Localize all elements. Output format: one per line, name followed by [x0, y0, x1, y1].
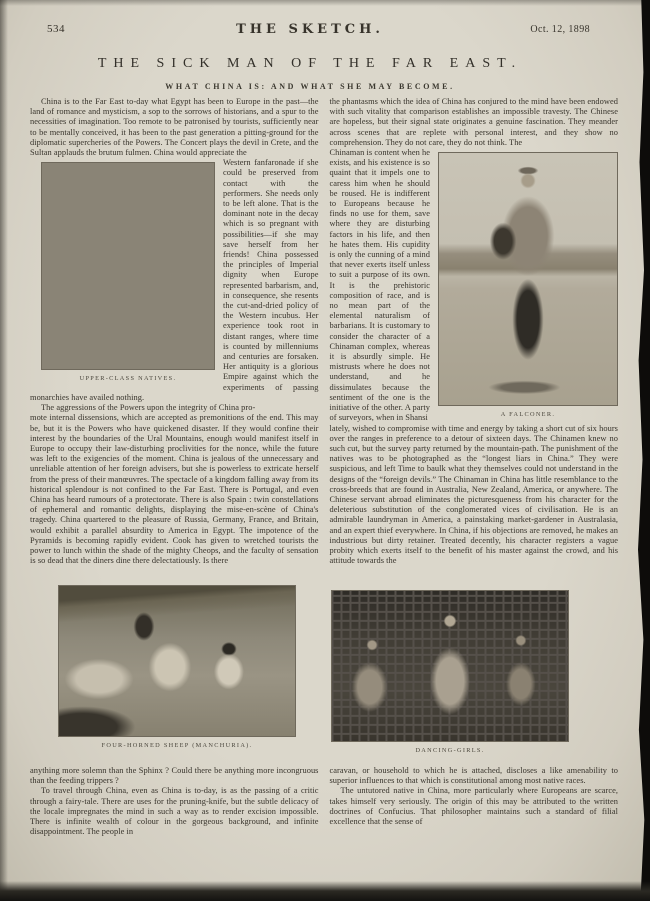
scan-edge-right: [635, 0, 650, 901]
paragraph: the phantasms which the idea of China has conjured to the mind have been endowed with such vitality that comparison establishes an impossible travesty. The Chinese are hopeless, but their signal state originates a genuine fascination. They meander across scenes that are replete with personal interest, and they show no comprehension. They do not care, they do not think. The: [329, 97, 618, 147]
paragraph: lately, wished to compromise with time and energy by taking a short cut of six hours over the ranges in preference to a detour of sixteen days. The Chinamen knew no such cut, but the survey party returned by the mountain-path. The punishment of the natives was to be photographed as the “longest liars in China.” They were suspicious, and left Time to baulk what they themselves could not understand in the designs of the “foreign devils.” The Chinaman in China has little resemblance to the cross-breeds that are found in Australia, New Zealand, America, or anywhere. The Chinese servant abroad eliminates the picturesqueness from his character for the deleterious substitution of the conglomerated vices of civilisation. He is an admirable laundryman in America, a painstaking market-gardener in Australasia, and an expert thief everywhere. In China, if his objections are removed, he makes an industrious but dirty retainer. Treated decently, his character registers a vague probity which exerts itself to the benefit of his master against the crowd, and his attitude towards the: [329, 423, 618, 566]
scan-edge-left: [0, 0, 8, 901]
issue-date: Oct. 12, 1898: [530, 24, 590, 35]
masthead: THE SKETCH.: [236, 22, 384, 37]
scan-edge-top: [0, 0, 650, 6]
figure-dancing-girls: [331, 585, 569, 754]
paragraph: The aggressions of the Powers upon the integrity of China pro-: [41, 403, 256, 413]
figure-caption: FOUR-HORNED SHEEP (MANCHURIA).: [101, 742, 253, 749]
bottom-left-column: [30, 766, 319, 876]
dancing-girls-photo: [331, 590, 569, 742]
right-column: [330, 97, 619, 586]
left-column: [30, 97, 319, 586]
four-horned-sheep-photo: [58, 585, 296, 737]
article-subtitle: WHAT CHINA IS: AND WHAT SHE MAY BECOME.: [165, 82, 455, 91]
article-body: [30, 97, 618, 586]
figure-caption: DANCING-GIRLS.: [415, 747, 485, 754]
paragraph: Western fanfaronade if she could be preserved from contact with the performers. She needs only to be left alone. That is the dominant note in the decay which is so pregnant with possibilities—if she may save herself from her friends! China possessed the principles of Imperial dignity when Europe represented barbarism, and, in consequence, she resents the cut-and-dried policy of the Western incubus. Her experience took root in distant ranges, where time is counted by millenniums and centuries are forsaken. Her antiquity is a glorious Empire against which the experiments of passing monarchies have availed nothing.: [30, 158, 319, 402]
figure-upper-class-natives: [41, 162, 215, 382]
bottom-text-row: [30, 766, 618, 876]
figure-caption: UPPER-CLASS NATIVES.: [79, 375, 177, 383]
upper-class-natives-photo: [41, 162, 215, 370]
article-title: THE SICK MAN OF THE FAR EAST.: [97, 56, 523, 71]
bottom-right-column: [330, 766, 619, 876]
paragraph: mote internal dissensions, which are accepted as premonitions of the end. This may be, but it is the Powers who have quickened disaster. If they would confine their interest by the boundaries of the Ural Mountains, enough would manifest itself in Europe to occupy their law-disturbing proclivities for the nonce, while the future was left to the exigencies of the moment. China is jealous of the unnecessary and unreliable attention of her foreign advisers, but she is powerless to extricate herself from the press of their manœuvres. The spectacle of a kingdom falling away from its historical splendour is not confined to the Far East. There is Portugal, and even China has heard rumours of a protectorate. There is also Spain : twin constellations of ephemeral and romantic delights, displaying the mise-en-scène of China's tragedy. China quartered to the pleasure of Russia, Germany, France, and Britain, would exhibit a parallel absurdity to America in Egypt. The impotence of the Pyramids is becoming rapidly evident. Cook has given to wretched tourists the power to lunch within the shade of the mighty Cheops, and the faculty of sensation is so dead that the diners dine there delectatiously. Is there: [30, 413, 319, 566]
paragraph: China is to the Far East to-day what Egypt has been to Europe in the past—the land of romance and mysticism, a sop to the sorrows of historians, and a spur to the necessities of imagination. Too remote to be patronised by tourists, sufficiently near to be mentally conceived, it has been to the past generation a pitting-ground for the diplomatic supercheries of the Powers. The Concert plays the devil in Crete, and the Sultan applauds the brutum fulmen. China would appreciate the: [30, 97, 319, 158]
paragraph: anything more solemn than the Sphinx ? Could there be anything more incongruous than the feeding trippers ?: [30, 766, 319, 786]
paragraph: To travel through China, even as China is to-day, is as the passing of a critic through a fairy-tale. There are uses for the pruning-knife, but the subtle delicacy of the locale impregnates the mind in such a way as to render excision impossible. There is infinite wealth of colour in the gorgeous background, and infinite disappointment. The people in: [30, 786, 319, 837]
paragraph: caravan, or household to which he is attached, discloses a like amenability to superior influences to that which is constitutional among most native races.: [329, 766, 618, 786]
figure-caption: A FALCONER.: [500, 411, 556, 419]
falconer-photo: [438, 152, 618, 406]
figure-four-horned-sheep: [58, 585, 296, 749]
page-number: 534: [47, 23, 65, 35]
paragraph: Chinaman is content when he exists, and his existence is so quaint that it impels one to caress him when he should be roused. He is indifferent to Europeans because he finds no use for them, save where they are disturbing factors in his life, and then he hates them. His cupidity is only the cunning of a mind that never exerts itself unless to suit a purpose of its own. It is the prehistoric composition of race, and is no mean part of the elemental naturalism of barbarians. It is customary to consider the character of a Chinaman complex, whereas it is absurdly simple. He mistrusts where he does not understand, and he dissimulates because the sentiment of the one is the initiative of the other. A party of surveyors, when in Shansi: [329, 148, 430, 423]
paragraph: The untutored native in China, more particularly where Europeans are scarce, takes himself very seriously. The origin of this may be attributed to the written doctrines of Confucius. That philosopher maintains such a standard of filial excellence that the sense of: [329, 786, 618, 827]
scan-edge-bottom: [0, 881, 650, 901]
figure-falconer: [438, 152, 618, 418]
bottom-figures-row: [30, 585, 618, 765]
